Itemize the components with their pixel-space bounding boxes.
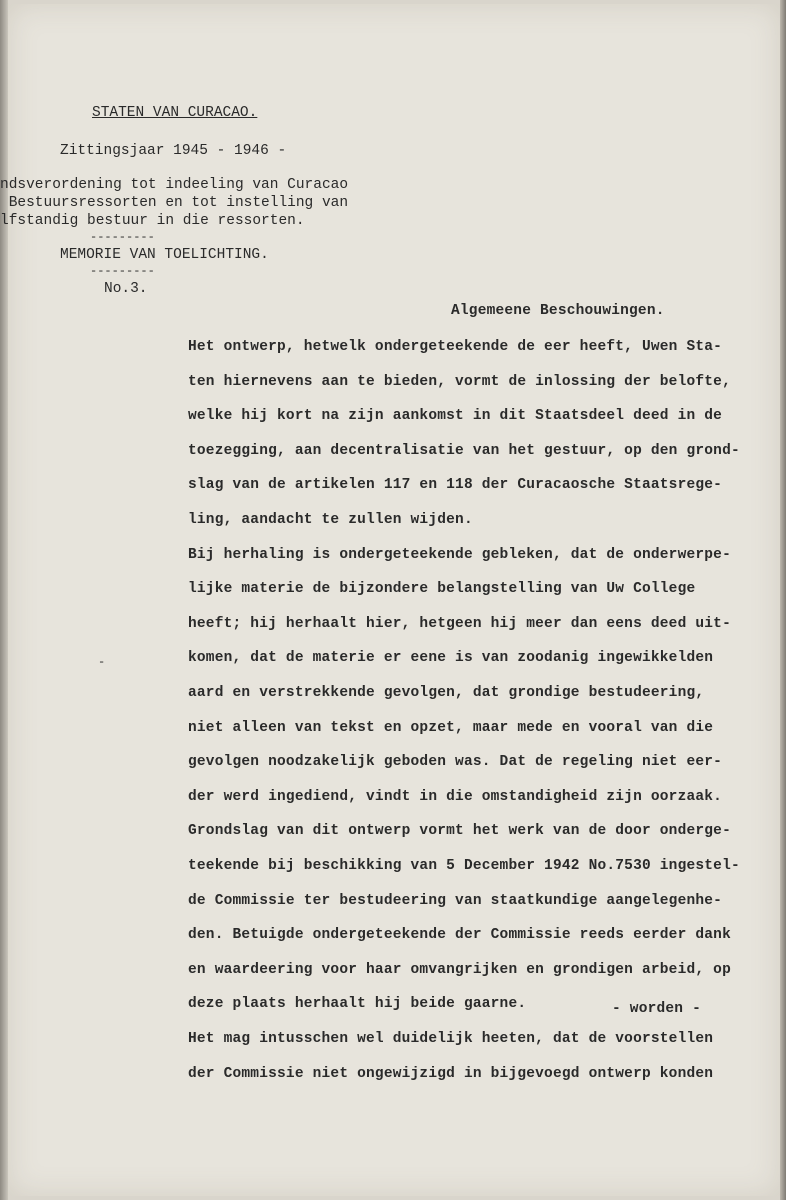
body-line: Het mag intusschen wel duidelijk heeten, dat de voorstellen bbox=[188, 1031, 714, 1047]
body-line: Het ontwerp, hetwelk ondergeteekende de eer heeft, Uwen Sta- bbox=[188, 339, 723, 355]
margin-mark: - bbox=[98, 655, 106, 669]
page-right-edge bbox=[780, 0, 786, 1200]
catchword: - worden - bbox=[612, 1001, 702, 1017]
body-line: aard en verstrekkende gevolgen, dat grondige bestudeering, bbox=[188, 685, 705, 701]
body-line: Grondslag van dit ontwerp vormt het werk van de door onderge- bbox=[188, 823, 731, 839]
body-line: ten hiernevens aan te bieden, vormt de inlossing der belofte, bbox=[188, 374, 731, 390]
body-line: teekende bij beschikking van 5 December 1942 No.7530 ingestel- bbox=[188, 858, 740, 874]
body-line: de Commissie ter bestudeering van staatkundige aangelegenhe- bbox=[188, 893, 723, 909]
body-line: welke hij kort na zijn aankomst in dit Staatsdeel deed in de bbox=[188, 408, 723, 424]
memorie-heading: MEMORIE VAN TOELICHTING. bbox=[60, 247, 269, 263]
body-line: slag van de artikelen 117 en 118 der Curacaosche Staatsrege- bbox=[188, 477, 723, 493]
body-line: gevolgen noodzakelijk geboden was. Dat de regeling niet eer- bbox=[188, 754, 723, 770]
document-title: STATEN VAN CURACAO. bbox=[92, 105, 258, 121]
body-line: deze plaats herhaalt hij beide gaarne. bbox=[188, 996, 527, 1012]
body-line: komen, dat de materie er eene is van zoodanig ingewikkelden bbox=[188, 650, 714, 666]
body-line: ling, aandacht te zullen wijden. bbox=[188, 512, 473, 528]
body-line: der werd ingediend, vindt in die omstandigheid zijn oorzaak. bbox=[188, 789, 723, 805]
subject-line-2: Bestuursressorten en tot instelling van bbox=[0, 195, 349, 211]
section-title: Algemeene Beschouwingen. bbox=[451, 303, 665, 319]
body-line: en waardeering voor haar omvangrijken en grondigen arbeid, op bbox=[188, 962, 731, 978]
body-line: der Commissie niet ongewijzigd in bijgevoegd ontwerp konden bbox=[188, 1066, 714, 1082]
subject-line-1: ndsverordening tot indeeling van Curacao bbox=[0, 177, 349, 193]
body-line: lijke materie de bijzondere belangstelling van Uw College bbox=[188, 581, 696, 597]
session-year: Zittingsjaar 1945 - 1946 - bbox=[60, 143, 287, 159]
body-line: niet alleen van tekst en opzet, maar mede en vooral van die bbox=[188, 720, 714, 736]
divider-2: --------- bbox=[90, 264, 155, 278]
subject-line-3: lfstandig bestuur in die ressorten. bbox=[0, 213, 305, 229]
divider-1: --------- bbox=[90, 230, 155, 244]
body-line: heeft; hij herhaalt hier, hetgeen hij meer dan eens deed uit- bbox=[188, 616, 731, 632]
body-line: den. Betuigde ondergeteekende der Commissie reeds eerder dank bbox=[188, 927, 731, 943]
number-label: No.3. bbox=[104, 281, 148, 297]
body-line: toezegging, aan decentralisatie van het gestuur, op den grond- bbox=[188, 443, 740, 459]
body-line: Bij herhaling is ondergeteekende gebleken, dat de onderwerpe- bbox=[188, 547, 731, 563]
